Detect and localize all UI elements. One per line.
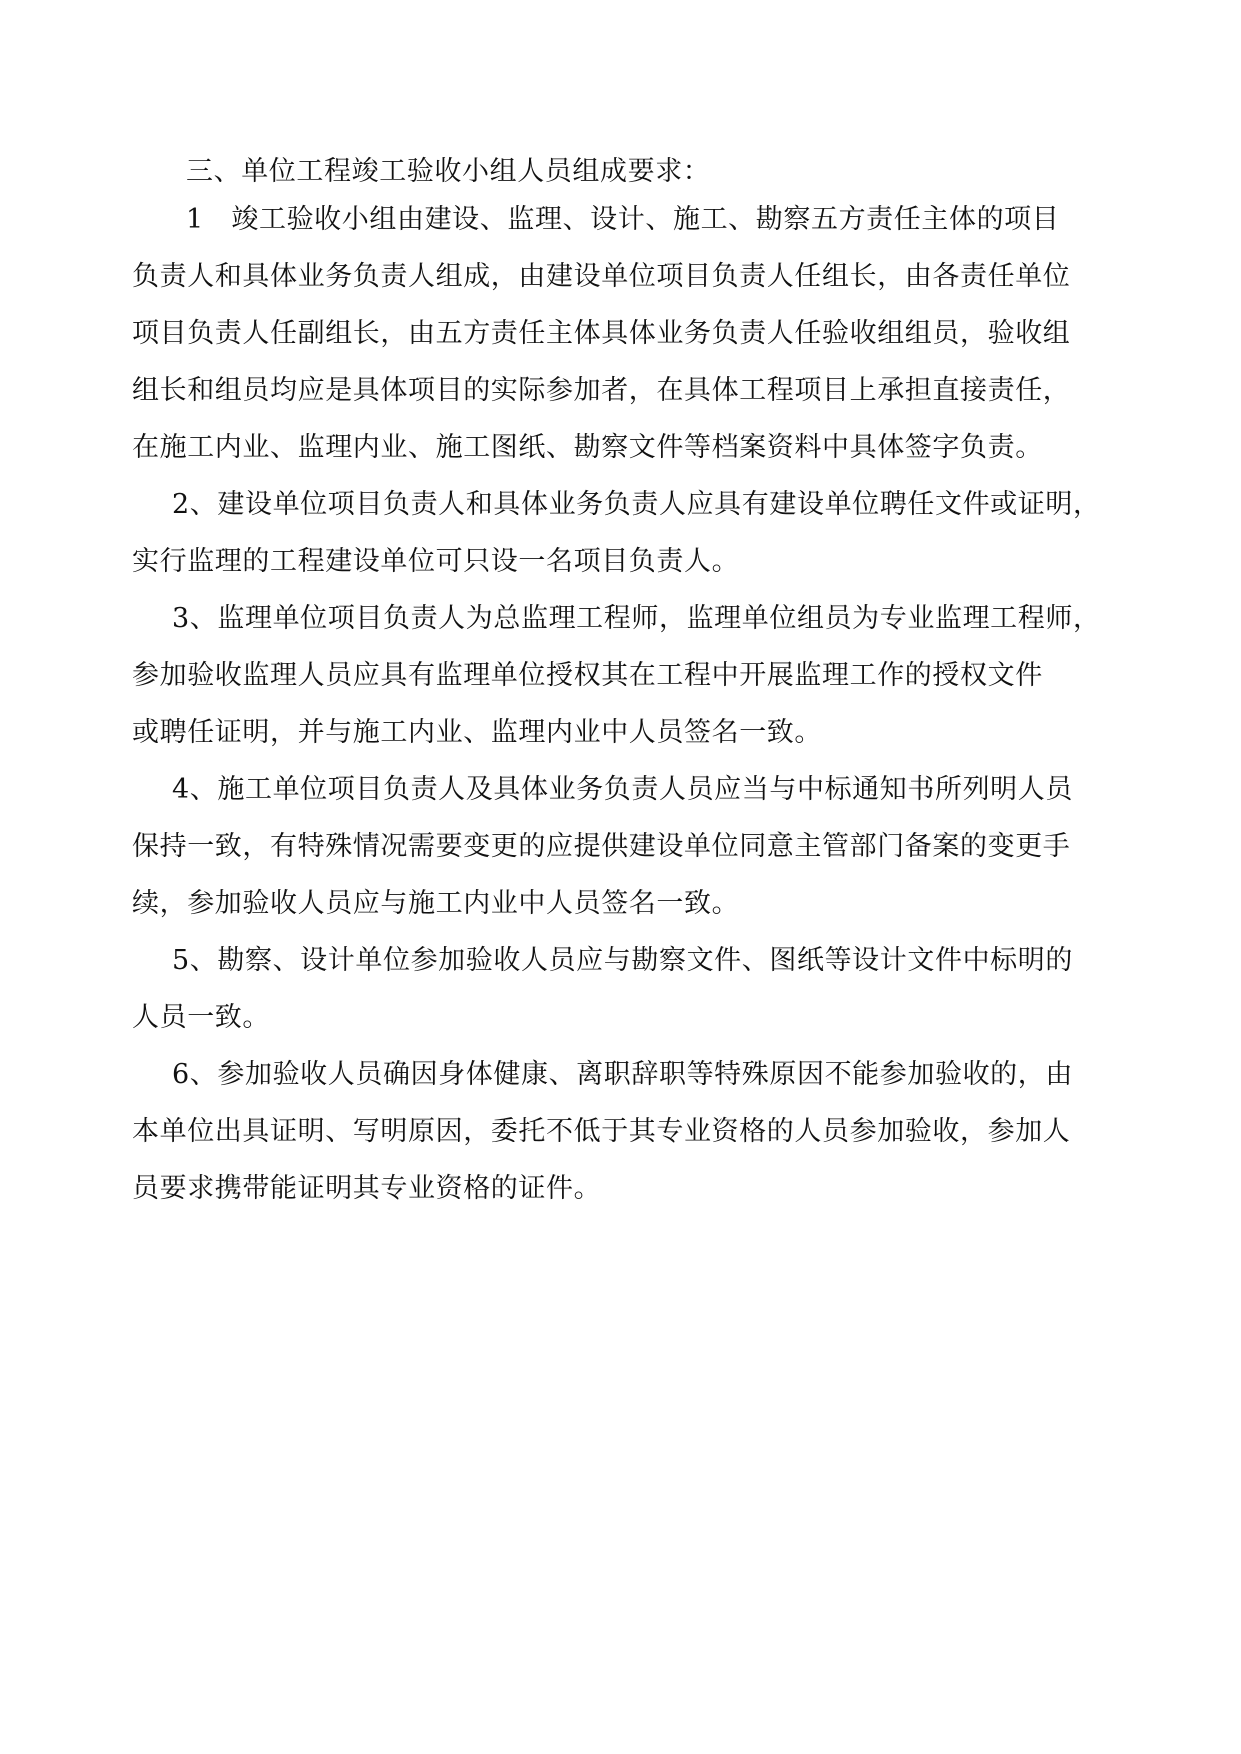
paragraph-2-line-2: 实行监理的工程建设单位可只设一名项目负责人。 (132, 546, 740, 577)
paragraph-5-line-2: 人员一致。 (132, 1002, 270, 1033)
paragraph-4-line-1: 4、施工单位项目负责人及具体业务负责人员应当与中标通知书所列明人员 (172, 774, 1073, 805)
paragraph-6-line-1: 6、参加验收人员确因身体健康、离职辞职等特殊原因不能参加验收的，由 (172, 1059, 1073, 1090)
paragraph-1-line-4: 组长和组员均应是具体项目的实际参加者，在具体工程项目上承担直接责任， (132, 375, 1071, 406)
paragraph-3-line-2: 参加验收监理人员应具有监理单位授权其在工程中开展监理工作的授权文件 (132, 660, 1043, 691)
paragraph-5-line-1: 5、勘察、设计单位参加验收人员应与勘察文件、图纸等设计文件中标明的 (172, 945, 1073, 976)
paragraph-3-line-3: 或聘任证明，并与施工内业、监理内业中人员签名一致。 (132, 717, 822, 748)
paragraph-1-line-3: 项目负责人任副组长，由五方责任主体具体业务负责人任验收组组员，验收组 (132, 318, 1071, 349)
paragraph-6-line-3: 员要求携带能证明其专业资格的证件。 (132, 1173, 602, 1204)
paragraph-1-line-1: 1 竣工验收小组由建设、监理、设计、施工、勘察五方责任主体的项目 (186, 204, 1060, 235)
paragraph-4-line-3: 续，参加验收人员应与施工内业中人员签名一致。 (132, 888, 740, 919)
paragraph-1-line-5: 在施工内业、监理内业、施工图纸、勘察文件等档案资料中具体签字负责。 (132, 432, 1043, 463)
paragraph-6-line-2: 本单位出具证明、写明原因，委托不低于其专业资格的人员参加验收，参加人 (132, 1116, 1071, 1147)
paragraph-4-line-2: 保持一致，有特殊情况需要变更的应提供建设单位同意主管部门备案的变更手 (132, 831, 1071, 862)
paragraph-1-line-2: 负责人和具体业务负责人组成，由建设单位项目负责人任组长，由各责任单位 (132, 261, 1071, 292)
paragraph-2-line-1: 2、建设单位项目负责人和具体业务负责人应具有建设单位聘任文件或证明， (172, 489, 1101, 520)
section-heading: 三、单位工程竣工验收小组人员组成要求： (186, 156, 711, 187)
paragraph-3-line-1: 3、监理单位项目负责人为总监理工程师，监理单位组员为专业监理工程师， (172, 603, 1101, 634)
